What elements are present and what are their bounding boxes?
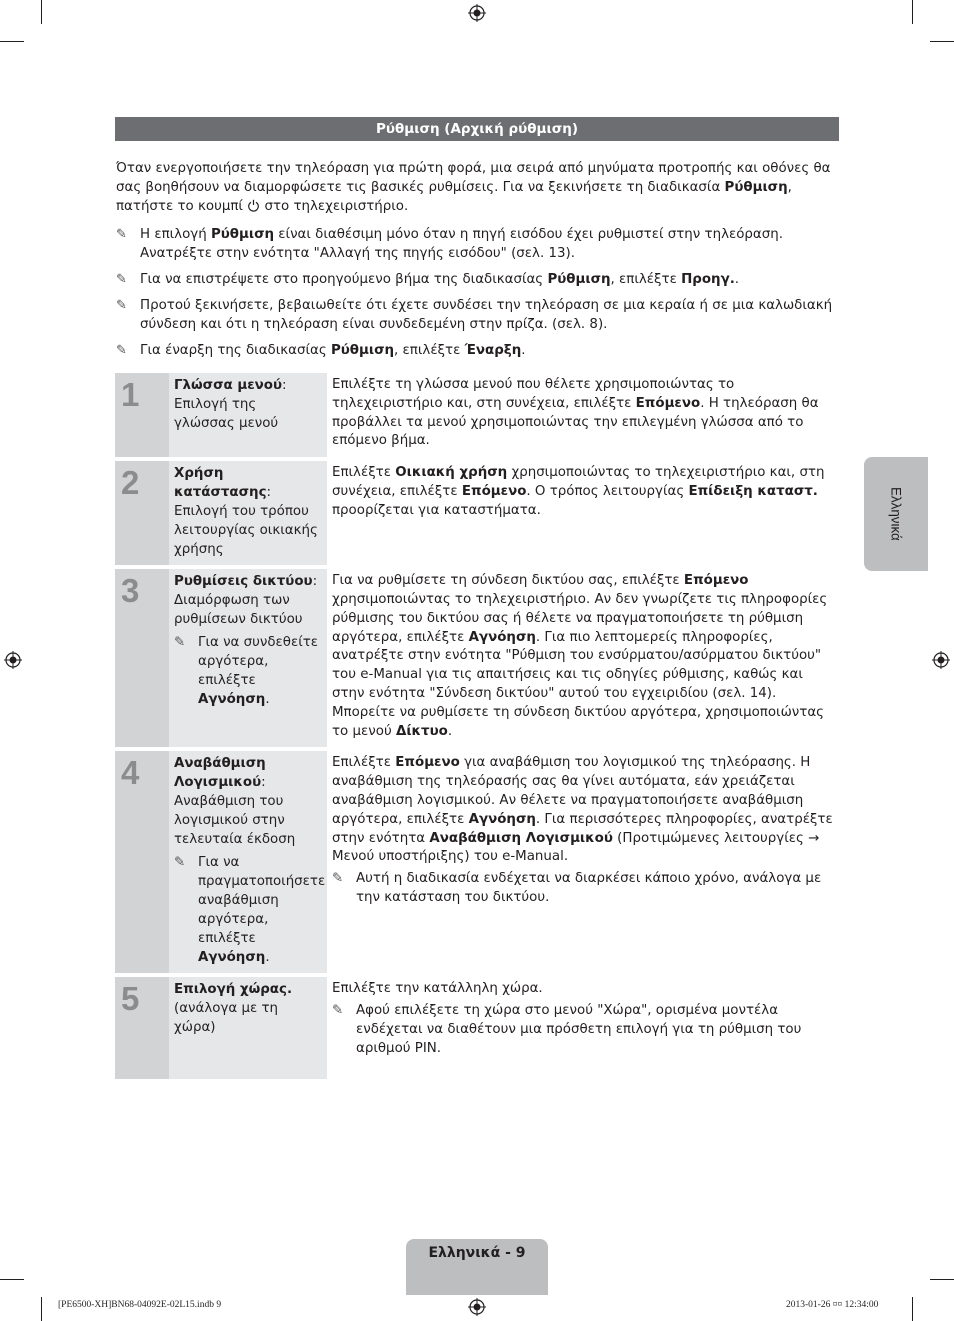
page-number-tab: Ελληνικά - 9 [406,1239,548,1295]
description-bold: Οικιακή χρήση [395,465,508,481]
note-item [116,341,842,360]
crop-mark [0,41,24,42]
note-bold: Έναρξη [464,343,522,358]
pencil-note-icon: ✎ [332,871,344,887]
note-item [116,296,842,334]
pencil-note-icon: ✎ [116,272,127,287]
note-text-part: , επιλέξτε [394,343,465,358]
crop-mark [912,0,913,24]
description-text-part: . Η τηλεόραση θα προβάλλει τα μενού χρησιμοποιώντας την επιλεγμένη γλώσσα από το επόμενο βήμα. [332,395,819,449]
description-bold: Αγνόηση [468,629,536,645]
step-description-text [332,572,835,741]
registration-mark-icon [932,651,950,669]
step-label [169,569,327,747]
step-label [169,977,327,1079]
description-text-part: . [447,723,453,739]
note-text-part: . [265,950,270,966]
step-label-text [174,980,321,1037]
description-bold: Επόμενο [395,755,460,771]
step-label-text [174,754,321,849]
description-bold: Επίδειξη καταστ. [688,483,818,499]
step-label-subtitle: (ανάλογα με τη χώρα) [174,1001,279,1036]
description-bold: Αγνόηση [468,811,536,827]
footer-file-info: [PE6500-XH]BN68-04092E-02L15.indb 9 [58,1300,222,1310]
note-text-part: Για έναρξη της διαδικασίας [140,343,331,358]
note-text [140,270,842,289]
step-description-note-text: Αφού επιλέξετε τη χώρα στο μενού "Χώρα", ορισμένα μοντέλα ενδέχεται να διαθέτουν μια πρόσθετη επιλογή για τη ρύθμιση του αριθμού PIN. [356,1003,802,1056]
step-label [169,373,327,457]
crop-mark [41,1297,42,1321]
step-description [327,977,839,1079]
note-item [116,270,842,289]
description-text-part: (Προτιμώμενες λειτουργίες → Μενού υποστήριξης) του e-Manual. [332,830,820,865]
pencil-note-icon: ✎ [174,855,186,871]
step-label-title: Χρήση κατάστασης [174,466,267,501]
note-text-part: είναι διαθέσιμη μόνο όταν η πηγή εισόδου έχει ρυθμιστεί στην τηλεόραση. Ανατρέξτε στην ενότητα "Αλλαγή της πηγής εισόδου" (σελ. 13). [140,227,783,261]
note-item [116,225,842,263]
intro-bold: Ρύθμιση [724,180,788,195]
note-text-part: Η επιλογή [140,227,211,242]
note-text-part: . [734,272,740,287]
note-bold: Ρύθμιση [330,343,395,358]
crop-mark [930,41,954,42]
step-label-title: Επιλογή χώρας. [174,982,293,998]
language-side-tab [864,457,928,571]
description-text-part: χρησιμοποιώντας το τηλεχειριστήριο και, στη συνέχεια, επιλέξτε [332,465,825,499]
crop-mark [0,1279,24,1280]
step-label-title: Ρυθμίσεις δικτύου [174,574,313,590]
step-number: 2 [115,461,169,565]
note-text-part: Για να πραγματοποιήσετε αναβάθμιση αργότερα, επιλέξτε [198,855,326,947]
intro-section [116,159,842,360]
step-description-note [332,1002,835,1058]
note-list [116,225,842,360]
note-bold: Αγνόηση [198,950,266,966]
pencil-note-icon: ✎ [116,298,127,313]
step-label-text [174,464,321,559]
description-bold: Επόμενο [635,395,701,411]
note-bold: Ρύθμιση [547,272,611,287]
step-label-title: Αναβάθμιση Λογισμικού [174,756,266,791]
side-tab-label: Ελληνικά [888,487,904,541]
step-description [327,569,839,747]
step-description-note-text: Αυτή η διαδικασία ενδέχεται να διαρκέσει κάποιο χρόνο, ανάλογα με την κατάσταση του δικτύου. [356,871,822,905]
step-description [327,461,839,565]
step-description [327,751,839,973]
pencil-note-icon: ✎ [116,343,127,358]
step-label [169,461,327,565]
section-title: Ρύθμιση (Αρχική ρύθμιση) [115,117,839,141]
description-bold: Δίκτυο [395,723,448,739]
step-row [115,977,839,1079]
step-label-subtitle: : Επιλογή του τρόπου λειτουργίας οικιακής χρήσης [174,485,318,558]
note-bold: Ρύθμιση [210,227,275,242]
note-text-part: . [265,692,270,708]
step-label [169,751,327,973]
note-text [140,341,842,360]
description-text-part: Επιλέξτε [332,465,396,481]
step-description-note [332,870,835,908]
description-text-part: . Για πιο λεπτομερείς πληροφορίες, ανατρέξτε στην ενότητα "Ρύθμιση του ενσύρματου/ασύρματου δικτύου" του e-Manual για τις απαιτήσεις και τις οδηγίες ρύθμισης, καθώς και στην ενότητα "Σύνδεση δικτύου" αυτού του εγχειριδίου (σελ. 14). Μπορείτε να ρυθμίσετε τη σύνδεση δικτύου αργότερα, χρησιμοποιώντας το μενού [332,629,825,739]
pencil-note-icon: ✎ [116,227,127,242]
step-label-subtitle: : Αναβάθμιση του λογισμικού στην τελευταία έκδοση [174,775,296,848]
footer-timestamp: 2013-01-26 ¤¤ 12:34:00 [786,1300,879,1310]
crop-mark [930,1279,954,1280]
step-description-text [332,754,835,867]
description-bold: Επόμενο [461,483,527,499]
pencil-note-icon: ✎ [174,635,186,651]
description-text-part: Επιλέξτε τη γλώσσα μενού που θέλετε χρησιμοποιώντας το τηλεχειριστήριο και, στη συνέχεια, επιλέξτε [332,377,735,411]
note-text [140,225,842,263]
registration-mark-icon [4,651,22,669]
description-bold: Αναβάθμιση Λογισμικού [429,830,613,846]
step-description [327,373,839,457]
description-text-part: προορίζεται για καταστήματα. [332,502,541,518]
step-number: 3 [115,569,169,747]
step-description-text [332,376,835,451]
step-number: 5 [115,977,169,1079]
step-label-title: Γλώσσα μενού [174,378,283,393]
crop-mark [912,1297,913,1321]
step-description-text [332,980,835,999]
intro-text: στο τηλεχειριστήριο. [260,199,409,214]
note-text-part: , επιλέξτε [610,272,682,287]
intro-text: Όταν ενεργοποιήσετε την τηλεόραση για πρώτη φορά, μια σειρά από μηνύματα προτροπής και οθόνες θα σας βοηθήσουν να διαμορφώσετε τις βασικές ρυθμίσεις. Για να ξεκινήσετε τη διαδικασία [116,161,831,195]
step-label-text [174,572,321,629]
step-row [115,373,839,457]
crop-mark [41,0,42,24]
note-text-part: Προτού ξεκινήσετε, βεβαιωθείτε ότι έχετε συνδέσει την τηλεόραση σε μια κεραία ή σε μια καλωδιακή σύνδεση και ότι η τηλεόραση είναι συνδεδεμένη στην πρίζα. (σελ. 8). [140,298,833,332]
step-label-note-text [198,633,321,709]
description-text-part: Επιλέξτε [332,755,396,771]
intro-text: , πατήστε το κουμπί [116,180,792,214]
description-text-part: Επιλέξτε την κατάλληλη χώρα. [332,981,543,997]
step-number: 1 [115,373,169,457]
description-text-part: Για να ρυθμίσετε τη σύνδεση δικτύου σας, επιλέξτε [332,573,684,589]
note-text-part: . [521,343,526,358]
step-description-text [332,464,835,520]
registration-mark-icon [468,1298,486,1316]
step-row [115,569,839,747]
step-row [115,751,839,973]
description-bold: Επόμενο [683,573,749,589]
description-text-part: . Για περισσότερες πληροφορίες, ανατρέξτε στην ενότητα [332,811,833,846]
note-bold: Αγνόηση [198,692,266,708]
description-text-part: χρησιμοποιώντας το τηλεχειριστήριο. Αν δεν γνωρίζετε τις πληροφορίες ρύθμισης του δικτύου σας ή θέλετε να πραγματοποιήσετε τη ρύθμιση αργότερα, επιλέξτε [332,591,828,645]
step-label-subtitle: : Διαμόρφωση των ρυθμίσεων δικτύου [174,574,318,628]
note-text-part: Για να επιστρέψετε στο προηγούμενο βήμα της διαδικασίας [140,272,548,287]
description-text-part: για αναβάθμιση του λογισμικού της τηλεόρασης. Η αναβάθμιση της τηλεόρασής σας θα γίνει αυτόματα, εάν χρειάζεται αναβάθμιση λογισμικού. Αν θέλετε να πραγματοποιήσετε αναβάθμιση αργότερα, επιλέξτε [332,755,811,827]
step-label-note-text [198,853,325,967]
note-text [140,296,842,334]
note-text-part: Για να συνδεθείτε αργότερα, επιλέξτε [198,635,319,689]
step-number: 4 [115,751,169,973]
note-bold: Προηγ. [681,272,735,287]
step-label-note [174,853,326,967]
step-row [115,461,839,565]
steps-table [115,373,839,1083]
registration-mark-icon [468,4,486,22]
step-label-subtitle: : Επιλογή της γλώσσας μενού [174,378,287,431]
step-label-note [174,633,321,709]
step-label-text [174,376,321,433]
pencil-note-icon: ✎ [332,1003,344,1019]
power-icon [247,199,260,218]
intro-paragraph [116,159,842,218]
description-text-part: . Ο τρόπος λειτουργίας [526,483,689,499]
